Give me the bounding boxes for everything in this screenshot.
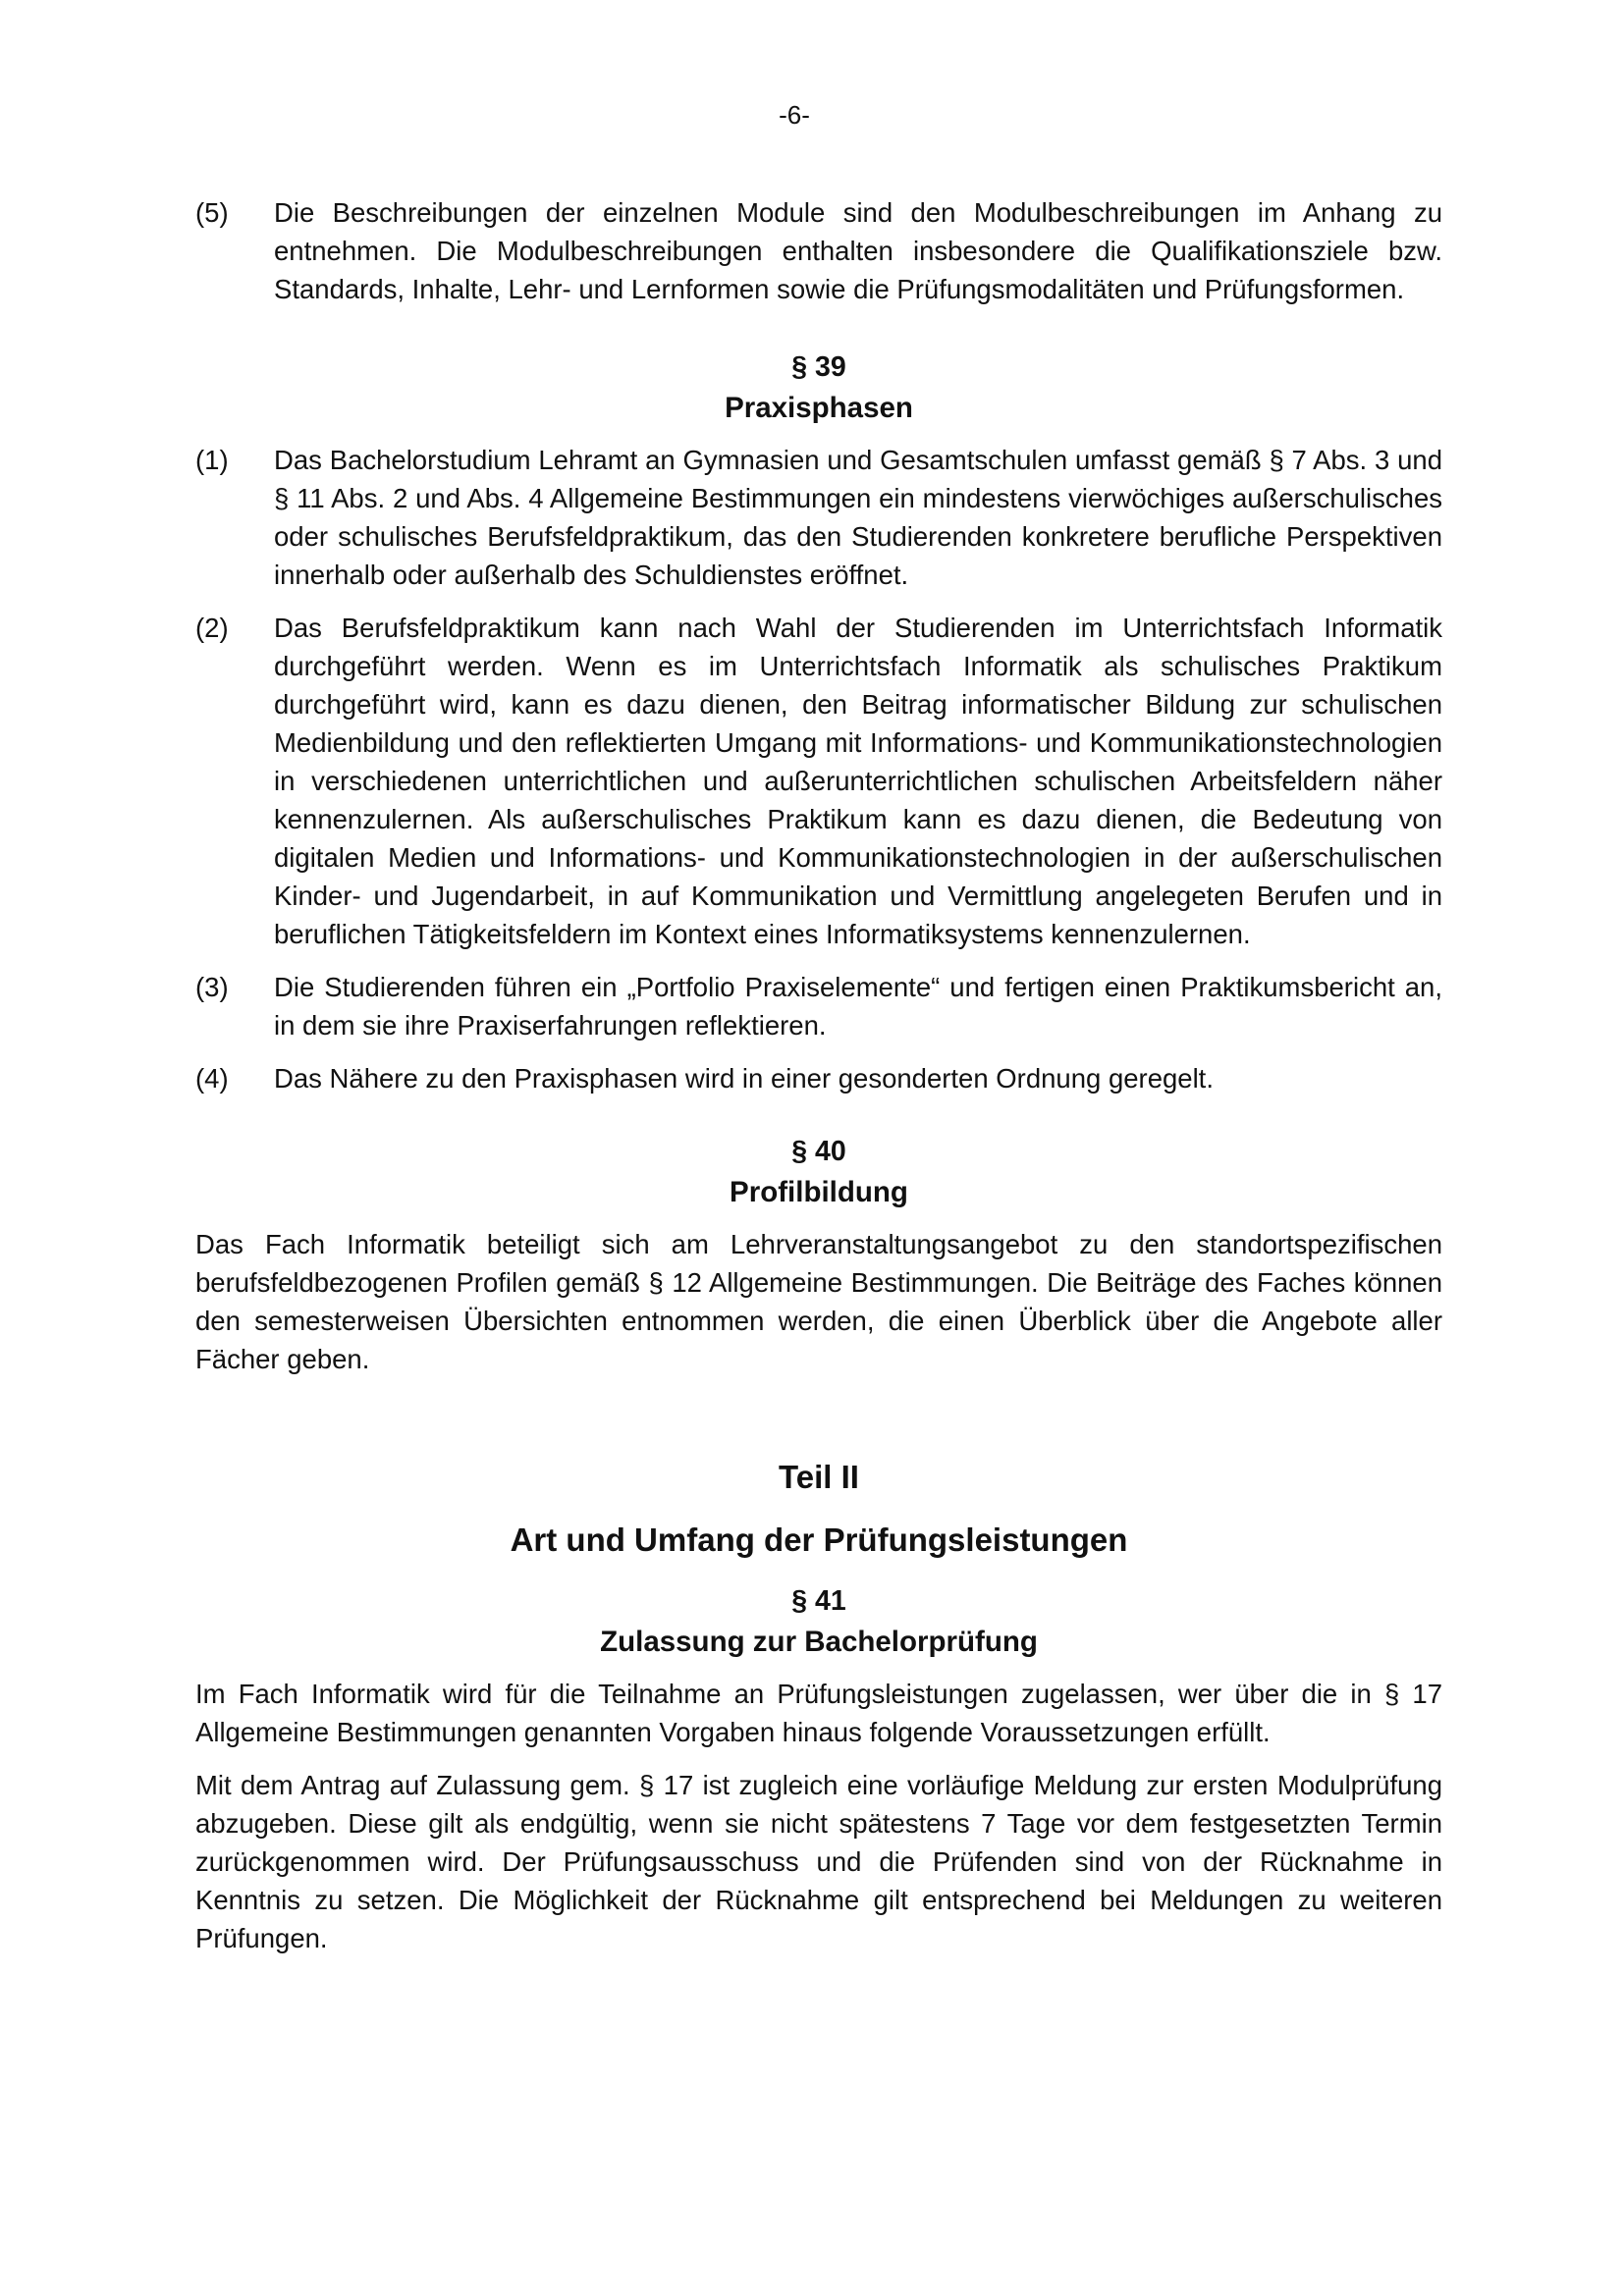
item-text: Die Studierenden führen ein „Portfolio Praxiselemente“ und fertigen einen Praktikumsbericht an, in dem sie ihre Praxiserfahrungen reflektieren. bbox=[274, 972, 1442, 1041]
list-item bbox=[195, 1059, 1442, 1097]
page-number: -6- bbox=[779, 100, 810, 130]
list-item bbox=[195, 968, 1442, 1044]
section-41-number: § 41 bbox=[791, 1585, 846, 1617]
page-content bbox=[195, 193, 1442, 1972]
item-number: (3) bbox=[195, 972, 229, 1002]
item-number: (1) bbox=[195, 445, 229, 475]
section-41-paragraph: Im Fach Informatik wird für die Teilnahme an Prüfungsleistungen zugelassen, wer über die in § 17 Allgemeine Bestimmungen genannten Vorgaben hinaus folgende Voraussetzungen erfüllt. bbox=[195, 1679, 1442, 1747]
list-item bbox=[195, 609, 1442, 953]
section-39-number: § 39 bbox=[791, 351, 846, 383]
section-40-number: § 40 bbox=[791, 1136, 846, 1167]
part-title: Art und Umfang der Prüfungsleistungen bbox=[510, 1522, 1128, 1558]
section-40-paragraph: Das Fach Informatik beteiligt sich am Lehrveranstaltungsangebot zu den standortspezifischen berufsfeldbezogenen Profilen gemäß § 12 Allgemeine Bestimmungen. Die Beiträge des Faches können den semesterweisen Übersichten entnommen werden, die einen Überblick über die Angebote aller Fächer geben. bbox=[195, 1229, 1442, 1374]
section-40-title: Profilbildung bbox=[730, 1176, 908, 1208]
section-39-title: Praxisphasen bbox=[725, 392, 913, 424]
section-41-title: Zulassung zur Bachelorprüfung bbox=[600, 1626, 1038, 1658]
item-number: (4) bbox=[195, 1063, 229, 1094]
item-number: (5) bbox=[195, 197, 229, 228]
item-text: Das Nähere zu den Praxisphasen wird in einer gesonderten Ordnung geregelt. bbox=[274, 1063, 1214, 1094]
list-item bbox=[195, 193, 1442, 308]
list-item bbox=[195, 441, 1442, 594]
part-number: Teil II bbox=[779, 1459, 859, 1495]
item-number: (2) bbox=[195, 613, 229, 643]
item-text: Das Berufsfeldpraktikum kann nach Wahl der Studierenden im Unterrichtsfach Informatik durchgeführt werden. Wenn es im Unterrichtsfach Informatik als schulisches Praktikum durchgeführt wird, kann es dazu dienen, den Beitrag informatischer Bildung zur schulischen Medienbildung und den reflektierten Umgang mit Informations- und Kommunikationstechnologien in verschiedenen unterrichtlichen und außerunterrichtlichen schulischen Arbeitsfeldern näher kennenzulernen. Als außerschulisches Praktikum kann es dazu dienen, die Bedeutung von digitalen Medien und Informations- und Kommunikationstechnologien in der außerschulischen Kinder- und Jugendarbeit, in auf Kommunikation und Vermittlung angelegeten Berufen und in beruflichen Tätigkeitsfeldern im Kontext eines Informatiksystems kennenzulernen. bbox=[274, 613, 1442, 949]
item-text: Das Bachelorstudium Lehramt an Gymnasien und Gesamtschulen umfasst gemäß § 7 Abs. 3 und § 11 Abs. 2 und Abs. 4 Allgemeine Bestimmungen ein mindestens vierwöchiges außerschulisches oder schulisches Berufsfeldpraktikum, das den Studierenden konkretere berufliche Perspektiven innerhalb oder außerhalb des Schuldienstes eröffnet. bbox=[274, 445, 1442, 590]
item-text: Die Beschreibungen der einzelnen Module sind den Modulbeschreibungen im Anhang zu entnehmen. Die Modulbeschreibungen enthalten insbesondere die Qualifikationsziele bzw. Standards, Inhalte, Lehr- und Lernformen sowie die Prüfungsmodalitäten und Prüfungsformen. bbox=[274, 197, 1442, 304]
section-41-paragraph: Mit dem Antrag auf Zulassung gem. § 17 ist zugleich eine vorläufige Meldung zur ersten Modulprüfung abzugeben. Diese gilt als endgültig, wenn sie nicht spätestens 7 Tage vor dem festgesetzten Termin zurückgenommen wird. Der Prüfungsausschuss und die Prüfenden sind von der Rücknahme in Kenntnis zu setzen. Die Möglichkeit der Rücknahme gilt entsprechend bei Meldungen zu weiteren Prüfungen. bbox=[195, 1770, 1442, 1953]
